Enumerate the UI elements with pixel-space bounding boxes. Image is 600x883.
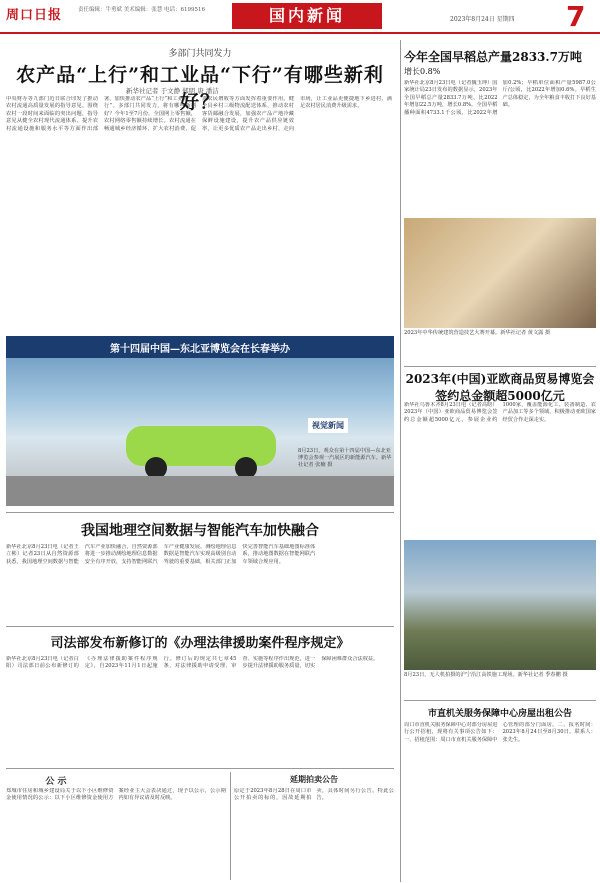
eurasia-body: 新华社乌鲁木齐8月23日电（记者高晗）2023年（中国）亚欧商品贸易博览会签约总金额超5000亿元，参展企业约1000家，覆盖能源化工、装备制造、农产品加工等多个领域，积极推动亚欧国家经贸合作走深走实。	[404, 402, 596, 423]
section-rule	[6, 768, 394, 769]
craft-photo	[404, 218, 596, 328]
car-wheel-right	[235, 457, 257, 479]
rail-caption: 8月23日，无人机拍摄的沪宁沿江高铁施工现场。新华社记者 季春鹏 摄	[404, 672, 568, 678]
rental-body: 周口市直机关服务保障中心对部分房屋进行公开招租，现将有关事项公告如下：一、招租范围：周口市直机关服务保障中心管理的部分门面房。二、报名时间：2023年8月24日至8月30日。联系人：张先生。	[404, 722, 596, 743]
geo-body: 新华社北京8月23日电（记者王立彬）记者23日从自然资源部获悉，我国地理空间数据与智能汽车产业加快融合，自然资源部将进一步推动测绘地理信息数据安全有序开放，支持智能网联汽车产业健康发展。测绘地理信息数据是智能汽车实现高级别自动驾驶的重要基础，相关部门正加快完善智能汽车基础地图标准体系，推动地图数据在智能网联汽车领域合规应用。	[6, 544, 316, 565]
notice-body: 郑城市住房和城乡建设局关于以下小区维修资金使用情况的公示：以下小区维修资金使用方案经业主大会表决通过，现予以公示，公示期内如有异议请及时反映。	[6, 788, 226, 802]
section-rule	[404, 700, 596, 701]
notice-divider	[230, 772, 231, 880]
visual-news-tag: 视觉新闻	[308, 418, 348, 433]
newspaper-logo: 周口日报	[6, 8, 63, 23]
page-number: 7	[566, 0, 586, 33]
lead-headline: 农产品“上行”和工业品“下行”有哪些新利好？	[16, 64, 384, 113]
rail-photo	[404, 540, 596, 670]
expo-photo	[6, 336, 394, 506]
column-divider	[400, 40, 401, 882]
masthead-meta: 责任编辑：牛勇斌 美术编辑：张慧 电话：6199516	[78, 7, 205, 13]
section-title: 国内新闻	[232, 3, 382, 29]
craft-caption: 2023年中华传统建筑营造技艺大赛开幕。新华社记者 黄文露 摄	[404, 330, 551, 336]
section-rule	[6, 512, 394, 513]
rice-body: 新华社北京8月23日电（记者魏玉坤）国家统计局23日发布的数据显示，2023年全国早稻总产量2833.7万吨，比2022年增加22.5万吨，增长0.8%。全国早稻播种面积4733.1千公顷，比2022年增加0.2%；早稻单位面积产量5987.0公斤/公顷，比2022年增加0.6%。早稻生产总体稳定，为全年粮食丰收打下良好基础。	[404, 80, 596, 116]
floor	[6, 476, 394, 506]
lead-byline: 新华社记者 于文静 郑明 唐 潘洁	[126, 87, 219, 95]
issue-date: 2023年8月24日 星期四	[450, 16, 515, 23]
eurasia-headline: 2023年(中国)亚欧商品贸易博览会签约总金额超5000亿元	[405, 372, 595, 403]
notice-title: 公 示	[45, 777, 67, 787]
masthead	[0, 0, 600, 34]
geo-headline: 我国地理空间数据与智能汽车加快融合	[81, 523, 319, 539]
rice-subtitle: 增长0.8%	[404, 67, 441, 76]
auction-body: 原定于2023年8月28日在周口市公开拍卖的标的，因故延期拍卖，具体时间另行公告。特此公告。	[234, 788, 394, 802]
expo-caption: 8月23日，观众在第十四届中国—东北亚博览会参观一汽展区的新能源汽车。新华社记者 张楠 摄	[298, 448, 392, 468]
lead-body: 中央财办等九部门近日联合印发了推动农村流通高质量发展的指导意见。围绕农村一段时间来面临的突出问题，指导意见从健全农村现代流通体系、提升农村流通设施和服务水平等方面作出部署，加快推动农产品“上行”和工业品“下行”。多部门共同发力，将有哪些新利好？今年1至7月份，全国网上零售额，农村网络零售额持续增长。农村流通在畅通城乡经济循环、扩大农村消费、促进农民增收等方面发挥着重要作用。健全县乡村三级物流配送体系，推动农村客货邮融合发展，加强农产品产地冷藏保鲜设施建设，提升农产品供应链效率，让更多优质农产品走出乡村、走向市场，让工业品更便捷地下乡进村，满足农村居民消费升级需求。	[6, 96, 392, 132]
rental-headline: 市直机关服务保障中心房屋出租公告	[427, 709, 572, 719]
rice-headline: 今年全国早稻总产量2833.7万吨	[404, 50, 582, 64]
section-rule	[404, 366, 596, 367]
section-rule	[6, 626, 394, 627]
expo-banner: 第十四届中国—东北亚博览会在长春举办	[110, 344, 290, 355]
auction-title: 延期拍卖公告	[290, 774, 338, 784]
lead-kicker: 多部门共同发力	[168, 49, 232, 59]
car-wheel-left	[145, 457, 167, 479]
law-body: 新华社北京8月23日电（记者白阳）司法部日前公布新修订的《办理法律援助案件程序规定》，自2023年11月1日起施行。修订后的规定共七章45条，对法律援助申请受理、审查、实施等程序作出规范，进一步提升法律援助服务质量，切实保障困难群众合法权益。	[6, 656, 379, 670]
law-headline: 司法部发布新修订的《办理法律援助案件程序规定》	[50, 636, 350, 651]
